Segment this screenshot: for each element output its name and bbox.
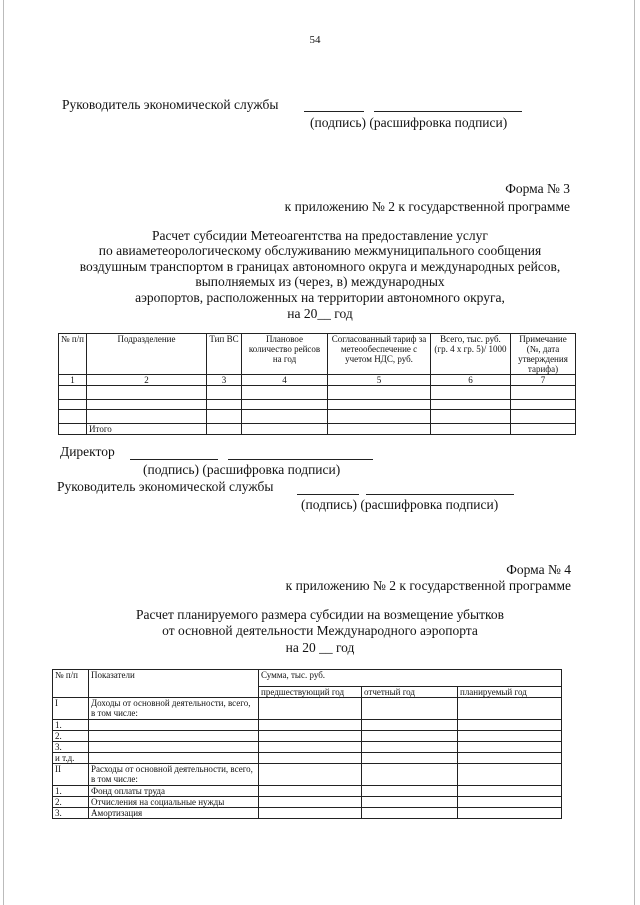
form3-col-number: 1	[59, 375, 87, 386]
form3-title-line: на 20__ год	[287, 306, 353, 321]
form4-header-report-year: отчетный год	[362, 687, 458, 698]
form4-label: Форма № 4	[506, 562, 571, 577]
top-econ-head-label: Руководитель экономической службы	[62, 97, 279, 112]
table-row	[53, 764, 562, 786]
form3-header-cell: Примечание (№, дата утверждения тарифа)	[511, 334, 576, 375]
form4-title-line: Расчет планируемого размера субсидии на возмещение убытков	[135, 607, 505, 622]
signature-line	[130, 459, 218, 460]
form3-label: Форма № 3	[505, 181, 570, 196]
form3-col-number: 2	[87, 375, 207, 386]
form3-col-number: 6	[431, 375, 511, 386]
form3-title-line: аэропортов, расположенных на территории автономного округа,	[135, 290, 505, 305]
form3-appendix: к приложению № 2 к государственной программе	[284, 199, 570, 214]
form3-title-line: воздушным транспортом в границах автономного округа и международных рейсов,	[79, 259, 561, 274]
form4-header-sum: Сумма, тыс. руб.	[259, 670, 562, 687]
form4-title-line: на 20 __ год	[285, 640, 355, 655]
form3-title-line: Расчет субсидии Метеоагентства на предоставление услуг	[152, 228, 488, 243]
form3-col-number: 7	[511, 375, 576, 386]
form3-table	[58, 333, 576, 435]
form4-title-line: от основной деятельности Международного аэропорта	[162, 623, 478, 638]
name-line	[228, 459, 373, 460]
row-label	[89, 720, 259, 731]
name-line	[366, 494, 514, 495]
row-label: Амортизация	[89, 808, 259, 819]
scan-left-edge	[3, 0, 4, 905]
table-row	[53, 720, 562, 731]
row-label	[89, 731, 259, 742]
row-number: 1.	[53, 720, 89, 731]
form3-header-cell: Согласованный тариф за метеообеспечение с учетом НДС, руб.	[328, 334, 431, 375]
row-number: и т.д.	[53, 753, 89, 764]
row-label: Расходы от основной деятельности, всего, в том числе:	[89, 764, 259, 786]
form4-header-prev-year: предшествующий год	[259, 687, 362, 698]
form4-appendix: к приложению № 2 к государственной программе	[285, 578, 571, 593]
table-row	[53, 786, 562, 797]
director-label: Директор	[60, 444, 115, 459]
form3-col-number: 5	[328, 375, 431, 386]
form3-header-cell: Тип ВС	[207, 334, 242, 375]
top-sig-captions: (подпись) (расшифровка подписи)	[310, 115, 508, 130]
row-number: I	[53, 698, 89, 720]
form3-header-cell: № п/п	[59, 334, 87, 375]
row-label	[89, 753, 259, 764]
table-row	[53, 731, 562, 742]
table-row	[53, 753, 562, 764]
econ-head-label: Руководитель экономической службы	[57, 479, 274, 494]
form3-header-cell: Всего, тыс. руб. (гр. 4 x гр. 5)/ 1000	[431, 334, 511, 375]
table-row	[53, 808, 562, 819]
form4-table	[52, 669, 562, 819]
form3-header-cell: Плановое количество рейсов на год	[242, 334, 328, 375]
scan-right-edge	[634, 0, 635, 905]
row-number: 2.	[53, 731, 89, 742]
row-label: Отчисления на социальные нужды	[89, 797, 259, 808]
form3-title-line: по авиаметеорологическому обслуживанию межмуниципального сообщения	[98, 243, 542, 258]
table-row	[59, 400, 576, 410]
page-number: 54	[309, 34, 321, 46]
row-number: II	[53, 764, 89, 786]
row-label: Фонд оплаты труда	[89, 786, 259, 797]
table-row	[59, 386, 576, 400]
form3-col-number: 3	[207, 375, 242, 386]
form3-header-cell: Подразделение	[87, 334, 207, 375]
form4-header-indicators: Показатели	[89, 670, 259, 698]
table-row	[53, 742, 562, 753]
form3-col-number: 4	[242, 375, 328, 386]
row-label: Доходы от основной деятельности, всего, в том числе:	[89, 698, 259, 720]
row-number: 1.	[53, 786, 89, 797]
table-row	[59, 424, 576, 435]
signature-line	[304, 111, 364, 112]
table-row	[53, 797, 562, 808]
row-number: 3.	[53, 808, 89, 819]
row-number: 3.	[53, 742, 89, 753]
row-label	[89, 742, 259, 753]
econ-captions: (подпись) (расшифровка подписи)	[301, 497, 499, 512]
form4-header-plan-year: планируемый год	[458, 687, 562, 698]
row-number: 2.	[53, 797, 89, 808]
table-row	[59, 410, 576, 424]
form4-header-num: № п/п	[53, 670, 89, 698]
form3-total-label: Итого	[87, 424, 207, 435]
table-row	[53, 698, 562, 720]
name-line	[374, 111, 522, 112]
director-captions: (подпись) (расшифровка подписи)	[143, 462, 341, 477]
form3-title-line: выполняемых из (через, в) международных	[195, 274, 445, 289]
signature-line	[297, 494, 359, 495]
